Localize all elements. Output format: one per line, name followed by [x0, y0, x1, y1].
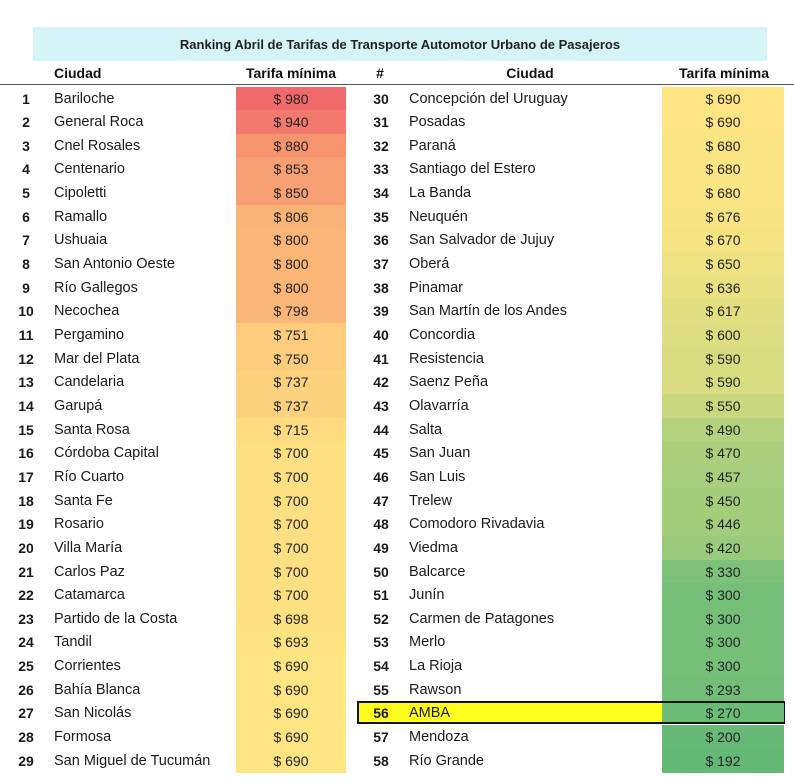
rank-number: 5	[22, 185, 30, 202]
rank-number: 51	[373, 587, 389, 604]
fare-cell: $ 798	[236, 299, 346, 323]
city-name: San Martín de los Andes	[409, 303, 567, 320]
fare-cell: $ 617	[662, 299, 784, 323]
fare-cell: $ 590	[662, 370, 784, 394]
city-name: Catamarca	[54, 587, 125, 604]
city-name: Santa Fe	[54, 492, 113, 509]
fare-cell: $ 200	[662, 725, 784, 749]
city-name: Neuquén	[409, 208, 468, 225]
rank-number: 44	[373, 421, 389, 438]
fare-cell: $ 680	[662, 157, 784, 181]
fare-cell: $ 850	[236, 181, 346, 205]
rank-number: 32	[373, 137, 389, 154]
rank-number: 11	[18, 327, 34, 343]
header-fare-left: Tarifa mínima	[246, 65, 336, 81]
fare-cell: $ 980	[236, 87, 346, 111]
fare-cell: $ 853	[236, 157, 346, 181]
rank-number: 8	[22, 256, 30, 273]
rank-number: 40	[373, 327, 389, 343]
city-name: Carlos Paz	[54, 563, 125, 580]
city-name: Córdoba Capital	[54, 445, 159, 462]
city-name: Necochea	[54, 303, 120, 320]
city-name: San Miguel de Tucumán	[54, 752, 211, 769]
city-name: San Salvador de Jujuy	[409, 232, 555, 249]
fare-cell: $ 690	[662, 110, 784, 134]
rank-number: 16	[18, 445, 34, 462]
rank-number: 43	[373, 397, 389, 414]
fare-cell: $ 490	[662, 418, 784, 442]
city-name: San Antonio Oeste	[54, 256, 175, 273]
rank-number: 13	[18, 374, 34, 391]
city-name: AMBA	[409, 705, 451, 722]
fare-cell: $ 680	[662, 134, 784, 158]
rank-number: 31	[373, 114, 389, 131]
fare-cell: $ 700	[236, 441, 346, 465]
rank-number: 15	[18, 421, 34, 438]
rank-number: 2	[22, 114, 30, 131]
fare-cell: $ 330	[662, 560, 784, 584]
city-name: Santa Rosa	[54, 421, 130, 438]
city-name: Centenario	[54, 161, 125, 178]
fare-cell: $ 670	[662, 228, 784, 252]
city-name: Pergamino	[54, 327, 125, 343]
rank-number: 18	[18, 492, 34, 509]
header-city-right: Ciudad	[506, 65, 554, 81]
fare-cell: $ 800	[236, 252, 346, 276]
rank-number: 9	[22, 279, 30, 296]
fare-cell: $ 715	[236, 418, 346, 442]
fare-cell: $ 690	[236, 725, 346, 749]
fare-cell: $ 690	[236, 701, 346, 725]
fare-cell: $ 192	[662, 749, 784, 773]
fare-cell: $ 300	[662, 607, 784, 631]
rank-number: 3	[22, 137, 30, 154]
fare-cell: $ 600	[662, 323, 784, 347]
rank-number: 28	[18, 729, 34, 746]
rank-number: 34	[373, 185, 389, 202]
city-name: Rawson	[409, 681, 462, 698]
city-name: Formosa	[54, 729, 112, 746]
rank-number: 12	[18, 350, 34, 367]
rank-number: 7	[22, 232, 30, 249]
rank-number: 57	[373, 729, 389, 746]
fare-cell: $ 470	[662, 441, 784, 465]
rank-number: 35	[373, 208, 389, 225]
city-name: Corrientes	[54, 658, 121, 675]
rank-number: 4	[22, 161, 30, 178]
fare-cell: $ 690	[236, 678, 346, 702]
rank-number: 55	[373, 681, 389, 698]
fare-cell: $ 300	[662, 654, 784, 678]
rank-number: 22	[18, 587, 34, 604]
fare-cell: $ 420	[662, 536, 784, 560]
city-name: Saenz Peña	[409, 374, 489, 391]
fare-cell: $ 300	[662, 583, 784, 607]
rank-number: 1	[22, 90, 30, 107]
city-name: Concepción del Uruguay	[409, 90, 568, 107]
rank-number: 41	[373, 350, 389, 367]
fare-cell: $ 550	[662, 394, 784, 418]
header-divider	[0, 84, 794, 85]
fare-cell: $ 751	[236, 323, 346, 347]
city-name: La Banda	[409, 185, 472, 202]
fare-cell: $ 690	[662, 87, 784, 111]
rank-number: 37	[373, 256, 389, 273]
fare-cell: $ 676	[662, 205, 784, 229]
rank-number: 33	[373, 161, 389, 178]
rank-number: 53	[373, 634, 389, 651]
fare-cell: $ 693	[236, 630, 346, 654]
fare-cell: $ 457	[662, 465, 784, 489]
fare-cell: $ 446	[662, 512, 784, 536]
fare-cell: $ 940	[236, 110, 346, 134]
rank-number: 29	[18, 752, 34, 769]
rank-number: 21	[18, 563, 34, 580]
fare-cell: $ 800	[236, 228, 346, 252]
city-name: Junín	[409, 587, 445, 604]
rank-number: 27	[18, 705, 34, 722]
fare-cell: $ 698	[236, 607, 346, 631]
fare-cell: $ 700	[236, 560, 346, 584]
city-name: Santiago del Estero	[409, 161, 536, 178]
rank-number: 47	[373, 492, 389, 509]
city-name: San Luis	[409, 468, 466, 485]
rank-number: 36	[373, 232, 389, 249]
rank-number: 46	[373, 468, 389, 485]
city-name: Pinamar	[409, 279, 463, 296]
rank-number: 26	[18, 681, 34, 698]
city-name: Balcarce	[409, 563, 466, 580]
rank-number: 24	[18, 634, 34, 651]
rank-number: 10	[18, 303, 34, 320]
city-name: Cipoletti	[54, 185, 107, 202]
city-name: Merlo	[409, 634, 446, 651]
city-name: Ramallo	[54, 208, 108, 225]
city-name: Mendoza	[409, 729, 469, 746]
rank-number: 45	[373, 445, 389, 462]
city-name: Villa María	[54, 539, 123, 556]
city-name: Salta	[409, 421, 443, 438]
city-name: Bahía Blanca	[54, 681, 141, 698]
header-rank-right: #	[376, 65, 384, 81]
city-name: Río Cuarto	[54, 468, 125, 485]
fare-cell: $ 880	[236, 134, 346, 158]
city-name: Olavarría	[409, 397, 469, 414]
rank-number: 23	[18, 610, 34, 627]
city-name: Partido de la Costa	[54, 610, 178, 627]
rank-number: 58	[373, 752, 389, 769]
rank-number: 39	[373, 303, 389, 320]
header-fare-right: Tarifa mínima	[679, 65, 769, 81]
fare-cell: $ 590	[662, 347, 784, 371]
rank-number: 50	[373, 563, 389, 580]
city-name: Garupá	[54, 397, 103, 414]
fare-cell: $ 700	[236, 465, 346, 489]
fare-cell: $ 690	[236, 654, 346, 678]
rank-number: 20	[18, 539, 34, 556]
rank-number: 52	[373, 610, 389, 627]
city-name: Resistencia	[409, 350, 484, 367]
city-name: Cnel Rosales	[54, 137, 141, 154]
rank-number: 48	[373, 516, 389, 533]
fare-cell: $ 806	[236, 205, 346, 229]
city-name: Viedma	[409, 539, 458, 556]
rank-number: 30	[373, 90, 389, 107]
rank-number: 17	[18, 468, 34, 485]
fare-cell: $ 700	[236, 512, 346, 536]
city-name: Candelaria	[54, 374, 125, 391]
rank-number: 56	[373, 705, 389, 722]
rank-number: 6	[22, 208, 30, 225]
city-name: Paraná	[409, 137, 456, 154]
city-name: Comodoro Rivadavia	[409, 516, 545, 533]
fare-cell: $ 270	[662, 703, 784, 722]
city-name: Río Grande	[409, 752, 484, 769]
city-name: Río Gallegos	[54, 279, 138, 296]
rank-number: 42	[373, 374, 389, 391]
city-name: Mar del Plata	[54, 350, 140, 367]
rank-number: 54	[373, 658, 389, 675]
city-name: San Juan	[409, 445, 471, 462]
city-name: Rosario	[54, 516, 104, 533]
rank-number: 19	[18, 516, 34, 533]
table-title: Ranking Abril de Tarifas de Transporte Automotor Urbano de Pasajeros	[33, 27, 767, 61]
city-name: Concordia	[409, 327, 476, 343]
fare-cell: $ 737	[236, 394, 346, 418]
fare-cell: $ 700	[236, 583, 346, 607]
city-name: Oberá	[409, 256, 450, 273]
city-name: Bariloche	[54, 90, 115, 107]
fare-cell: $ 650	[662, 252, 784, 276]
rank-number: 38	[373, 279, 389, 296]
city-name: Ushuaia	[54, 232, 108, 249]
rank-number: 49	[373, 539, 389, 556]
fare-cell: $ 700	[236, 489, 346, 513]
fare-cell: $ 636	[662, 276, 784, 300]
fare-cell: $ 293	[662, 678, 784, 702]
city-name: La Rioja	[409, 658, 463, 675]
fare-cell: $ 450	[662, 489, 784, 513]
fare-cell: $ 680	[662, 181, 784, 205]
fare-cell: $ 750	[236, 347, 346, 371]
fare-cell: $ 700	[236, 536, 346, 560]
fare-cell: $ 737	[236, 370, 346, 394]
city-name: Trelew	[409, 492, 452, 509]
header-city-left: Ciudad	[54, 65, 102, 81]
rank-number: 14	[18, 397, 34, 414]
city-name: Tandil	[54, 634, 92, 651]
rank-number: 25	[18, 658, 34, 675]
fare-cell: $ 800	[236, 276, 346, 300]
city-name: Posadas	[409, 114, 466, 131]
fare-cell: $ 690	[236, 749, 346, 773]
fare-cell: $ 300	[662, 630, 784, 654]
city-name: San Nicolás	[54, 705, 132, 722]
city-name: Carmen de Patagones	[409, 610, 555, 627]
city-name: General Roca	[54, 114, 144, 131]
